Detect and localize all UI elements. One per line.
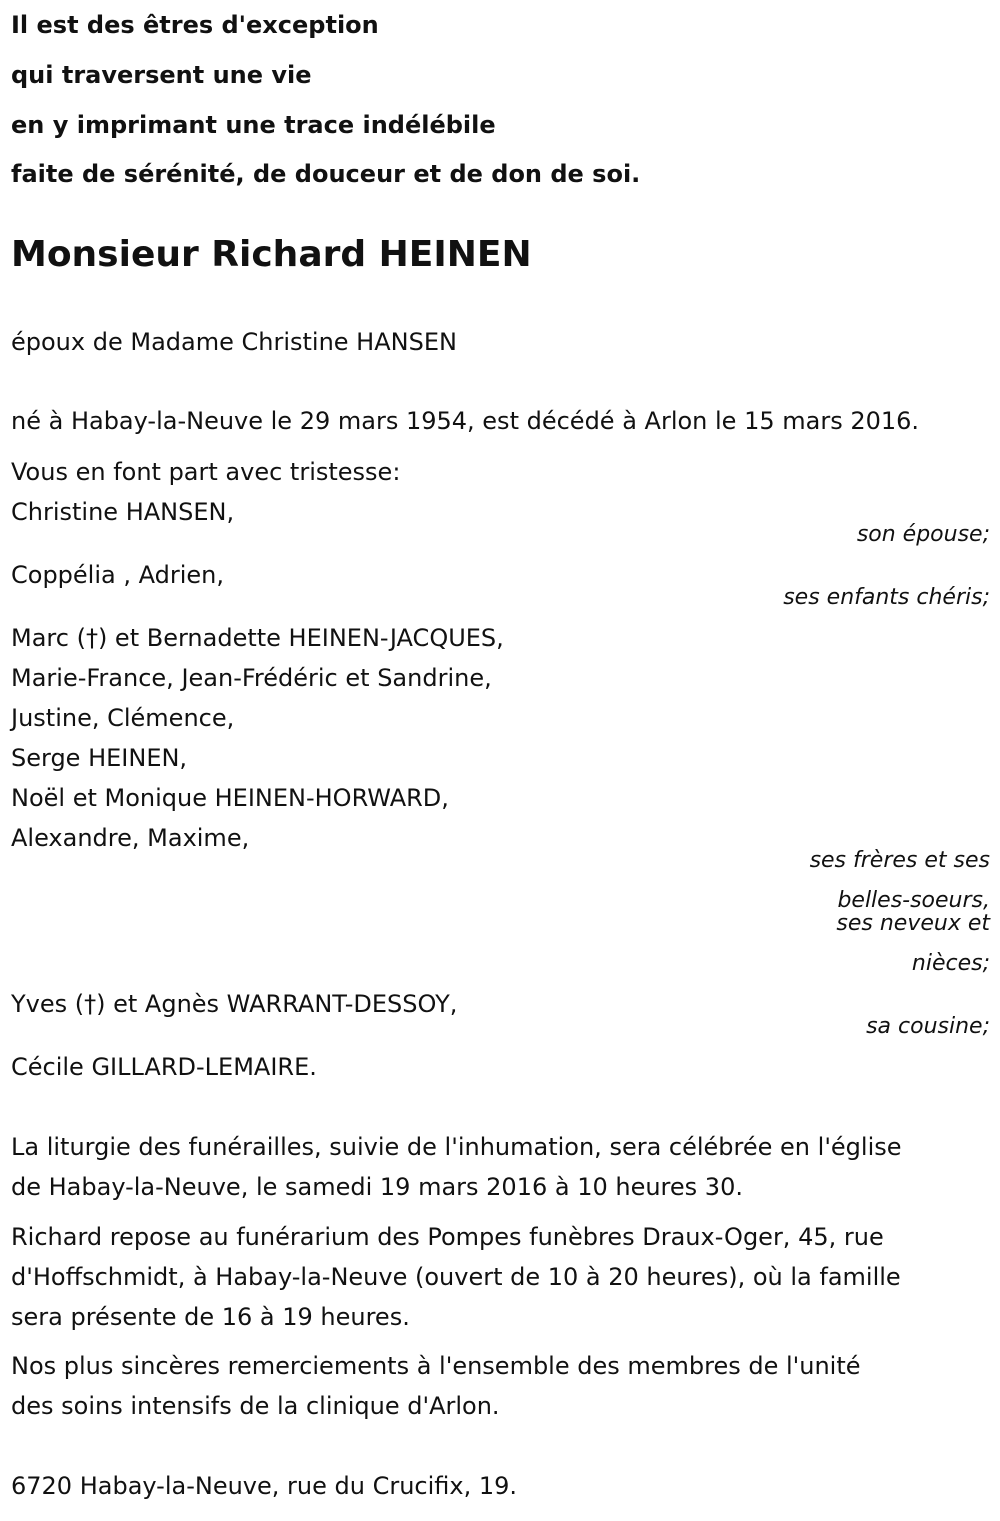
poem-line-2: qui traversent une vie (11, 61, 312, 89)
birth-death-line: né à Habay-la-Neuve le 29 mars 1954, est décédé à Arlon le 15 mars 2016. (11, 407, 920, 435)
family-spouse-role: son épouse; (856, 522, 990, 547)
family-sibling-line: Serge HEINEN, (11, 744, 188, 772)
family-sibling-line: Marie-France, Jean-Frédéric et Sandrine, (11, 664, 492, 692)
nephews-role-line-1: ses neveux et (836, 911, 990, 936)
funeral-line-1: La liturgie des funérailles, suivie de l'inhumation, sera célébrée en l'église (11, 1133, 902, 1161)
thanks-line-1: Nos plus sincères remerciements à l'ensemble des membres de l'unité (11, 1352, 861, 1380)
deceased-name: Monsieur Richard HEINEN (11, 234, 532, 275)
poem-line-1: Il est des êtres d'exception (11, 11, 379, 39)
family-friend-name: Cécile GILLARD-LEMAIRE. (11, 1053, 317, 1081)
family-cousin-name: Yves (†) et Agnès WARRANT-DESSOY, (11, 990, 458, 1018)
nephews-role-line-2: nièces; (911, 951, 990, 976)
family-sibling-line: Noël et Monique HEINEN-HORWARD, (11, 784, 449, 812)
poem-line-3: en y imprimant une trace indélébile (11, 111, 496, 139)
spouse-line: époux de Madame Christine HANSEN (11, 328, 457, 356)
rest-line-1: Richard repose au funérarium des Pompes funèbres Draux-Oger, 45, rue (11, 1223, 884, 1251)
rest-line-3: sera présente de 16 à 19 heures. (11, 1303, 410, 1331)
family-sibling-line: Marc (†) et Bernadette HEINEN-JACQUES, (11, 624, 504, 652)
announcement-line: Vous en font part avec tristesse: (11, 458, 401, 486)
poem-line-4: faite de sérénité, de douceur et de don de soi. (11, 160, 641, 188)
siblings-role-line-2: belles-soeurs, (837, 888, 990, 913)
family-cousin-role: sa cousine; (866, 1014, 990, 1039)
thanks-line-2: des soins intensifs de la clinique d'Arlon. (11, 1392, 500, 1420)
family-address: 6720 Habay-la-Neuve, rue du Crucifix, 19. (11, 1472, 518, 1500)
family-spouse-name: Christine HANSEN, (11, 498, 235, 526)
rest-line-2: d'Hoffschmidt, à Habay-la-Neuve (ouvert de 10 à 20 heures), où la famille (11, 1263, 901, 1291)
funeral-line-2: de Habay-la-Neuve, le samedi 19 mars 2016 à 10 heures 30. (11, 1173, 743, 1201)
siblings-role-line-1: ses frères et ses (809, 848, 990, 873)
family-sibling-line: Alexandre, Maxime, (11, 824, 250, 852)
family-children-names: Coppélia , Adrien, (11, 561, 224, 589)
family-children-role: ses enfants chéris; (783, 585, 990, 610)
family-sibling-line: Justine, Clémence, (11, 704, 235, 732)
